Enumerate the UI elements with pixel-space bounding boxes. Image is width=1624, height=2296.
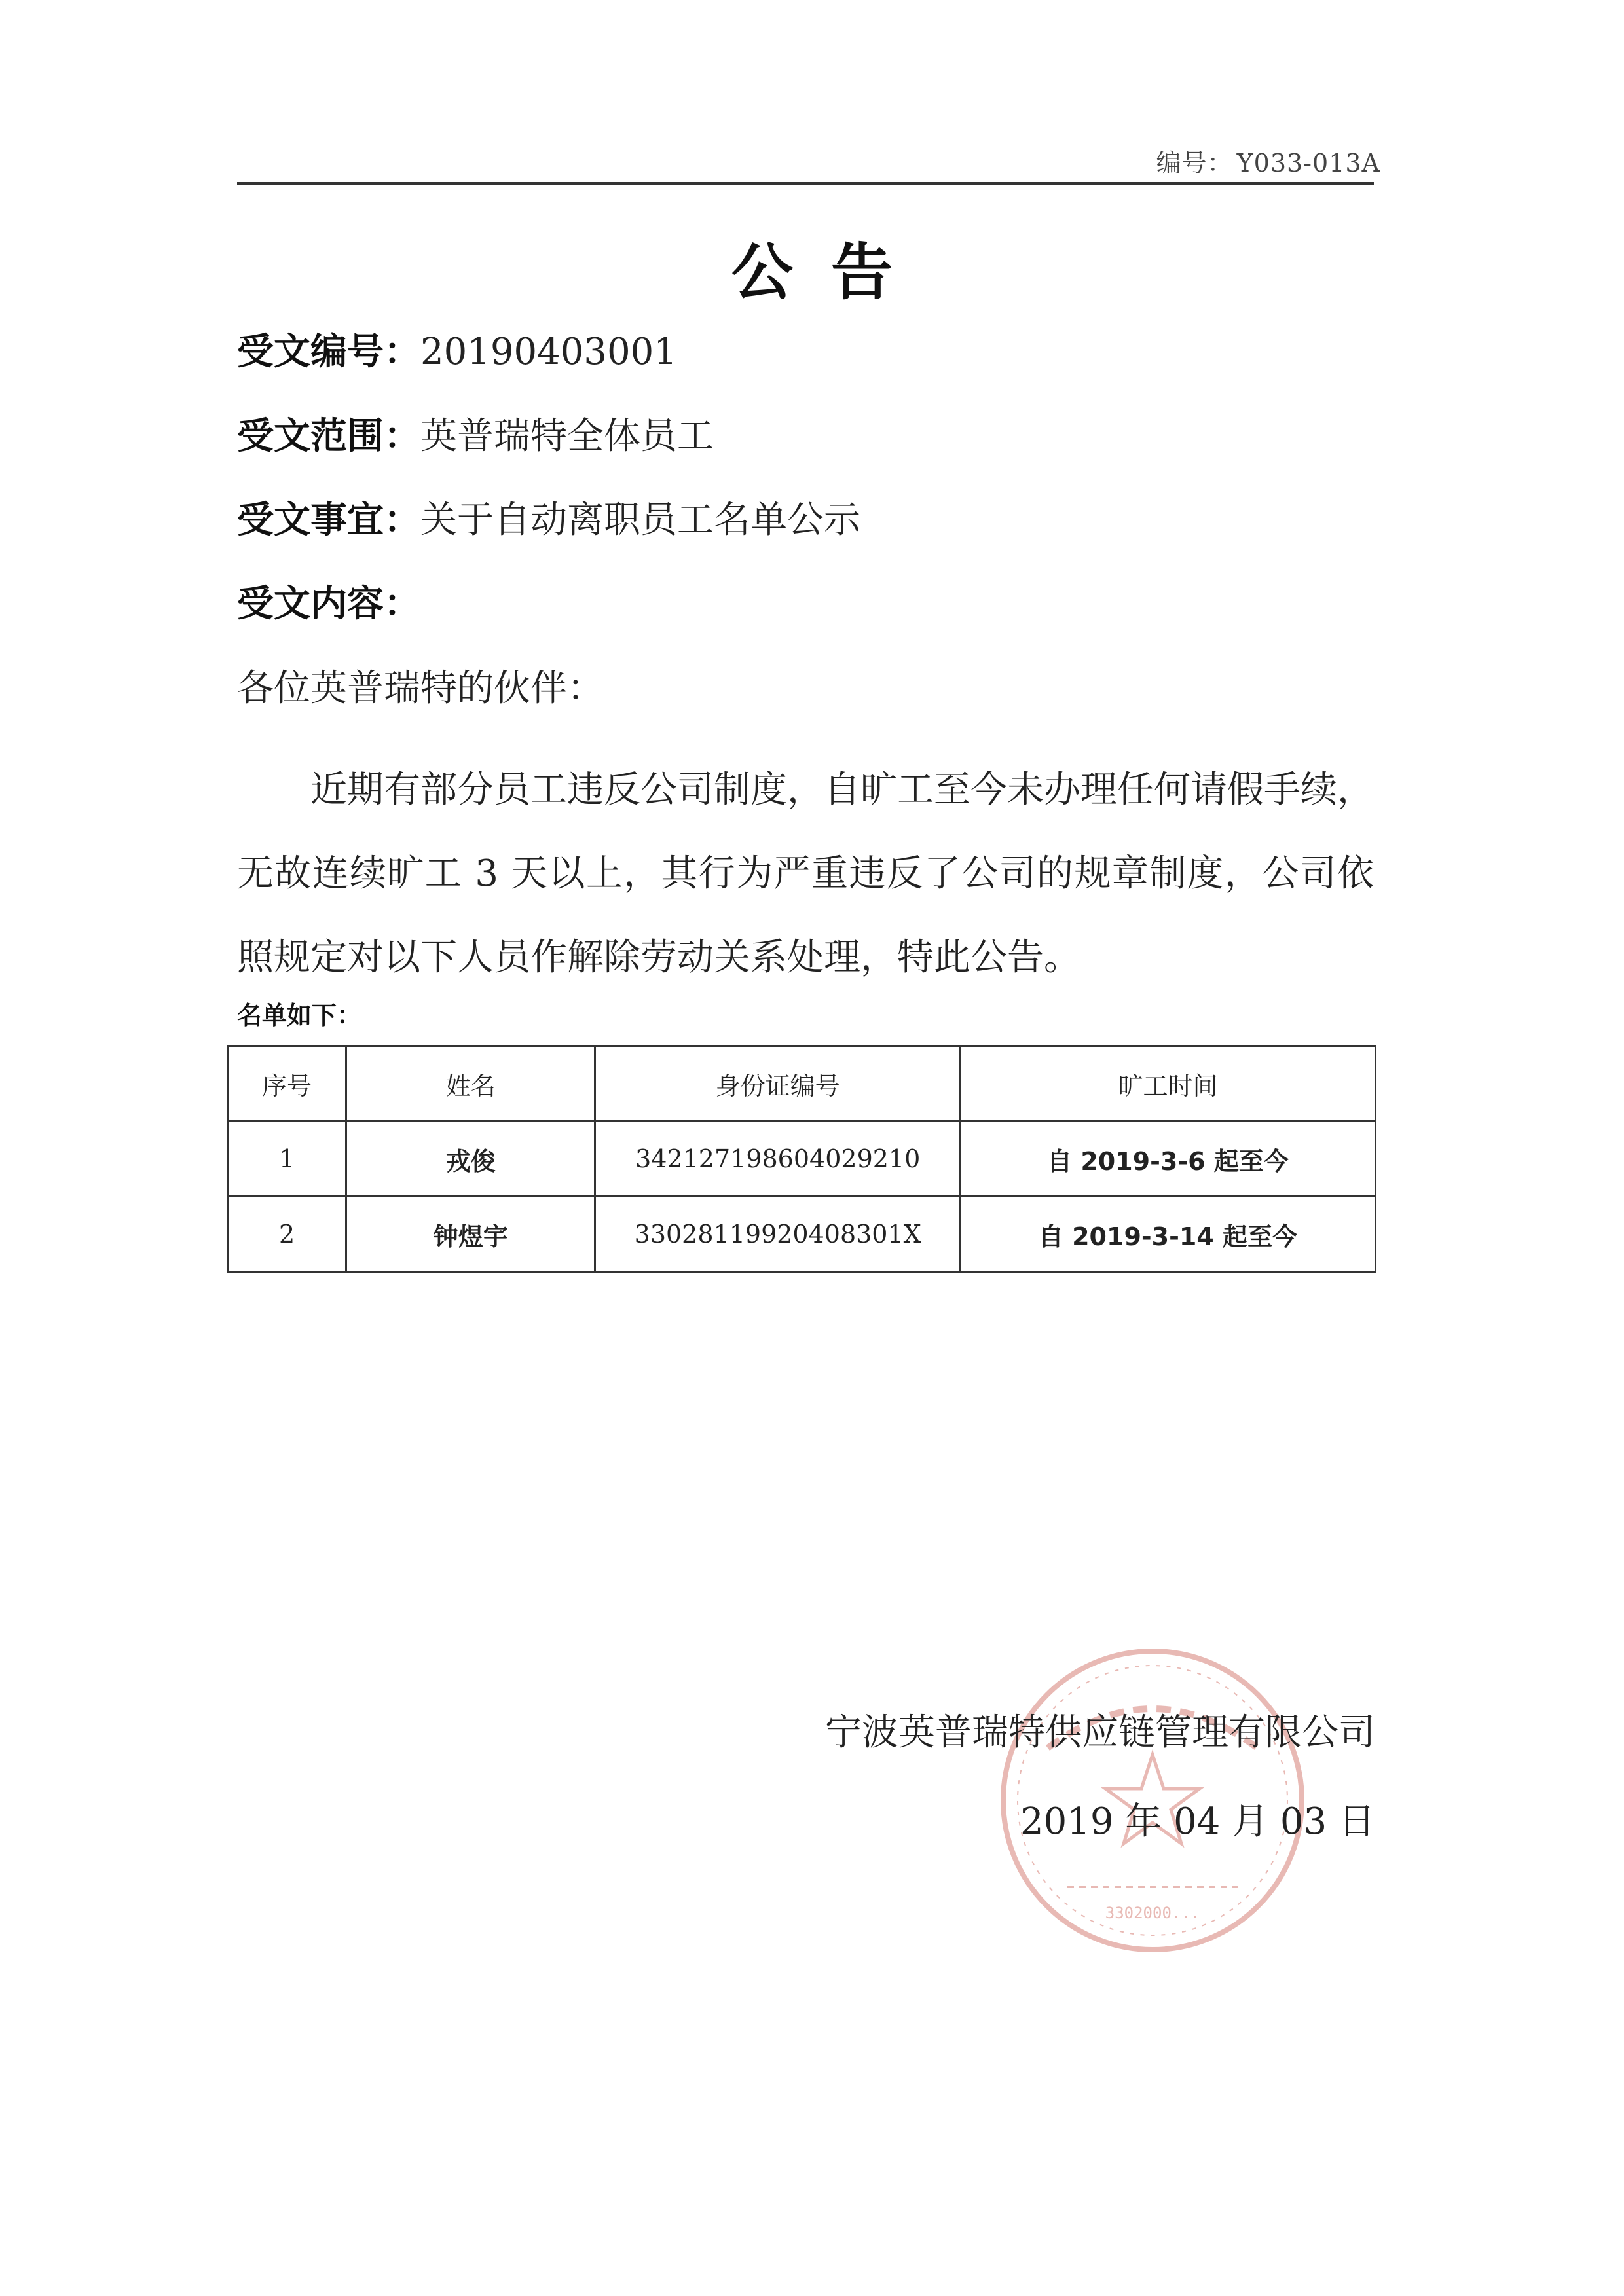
row-name: 戎俊 (346, 1121, 595, 1197)
receipt-number-value: 20190403001 (420, 331, 677, 373)
scope-label: 受文范围： (237, 415, 420, 458)
table-header-row (228, 1046, 1376, 1121)
document-number (1156, 143, 1380, 179)
table-row (228, 1197, 1376, 1272)
header-cell-id: 身份证编号 (595, 1046, 960, 1121)
content-field (237, 581, 420, 627)
scope-value: 英普瑞特全体员工 (420, 415, 714, 458)
document-number-label: 编号： (1156, 149, 1233, 177)
subject-field (237, 498, 860, 543)
header-cell-period: 旷工时间 (960, 1046, 1375, 1121)
subject-label: 受文事宜： (237, 499, 420, 541)
roster-table (227, 1045, 1376, 1273)
greeting: 各位英普瑞特的伙伴： (237, 667, 604, 710)
page-title: 公告 (731, 237, 931, 308)
seal-code: 3302000... (1105, 1904, 1200, 1922)
receipt-number-field (237, 329, 677, 375)
body-paragraph: 近期有部分员工违反公司制度，自旷工至今未办理任何请假手续，无故连续旷工 3 天以上，其行为严重违反了公司的规章制度，公司依照规定对以下人员作解除劳动关系处理，特此公告。 (237, 769, 1374, 979)
header-divider (237, 182, 1374, 185)
content-label: 受文内容： (237, 583, 420, 625)
row-name: 钟煜宇 (346, 1197, 595, 1272)
subject-value: 关于自动离职员工名单公示 (420, 499, 860, 541)
row-id: 33028119920408301X (595, 1197, 960, 1272)
row-no: 1 (228, 1121, 346, 1197)
row-id: 342127198604029210 (595, 1121, 960, 1197)
header-cell-no: 序号 (228, 1046, 346, 1121)
row-no: 2 (228, 1197, 346, 1272)
list-label: 名单如下： (237, 1001, 362, 1030)
header-cell-name: 姓名 (346, 1046, 595, 1121)
row-period: 自 2019-3-14 起至今 (960, 1197, 1375, 1272)
company-name: 宁波英普瑞特供应链管理有限公司 (825, 1711, 1375, 1754)
table-row (228, 1121, 1376, 1197)
row-period: 自 2019-3-6 起至今 (960, 1121, 1375, 1197)
scope-field (237, 414, 714, 460)
receipt-number-label: 受文编号： (237, 331, 420, 373)
issue-date: 2019 年 04 月 03 日 (1020, 1800, 1375, 1843)
document-number-value: Y033-013A (1236, 149, 1380, 177)
